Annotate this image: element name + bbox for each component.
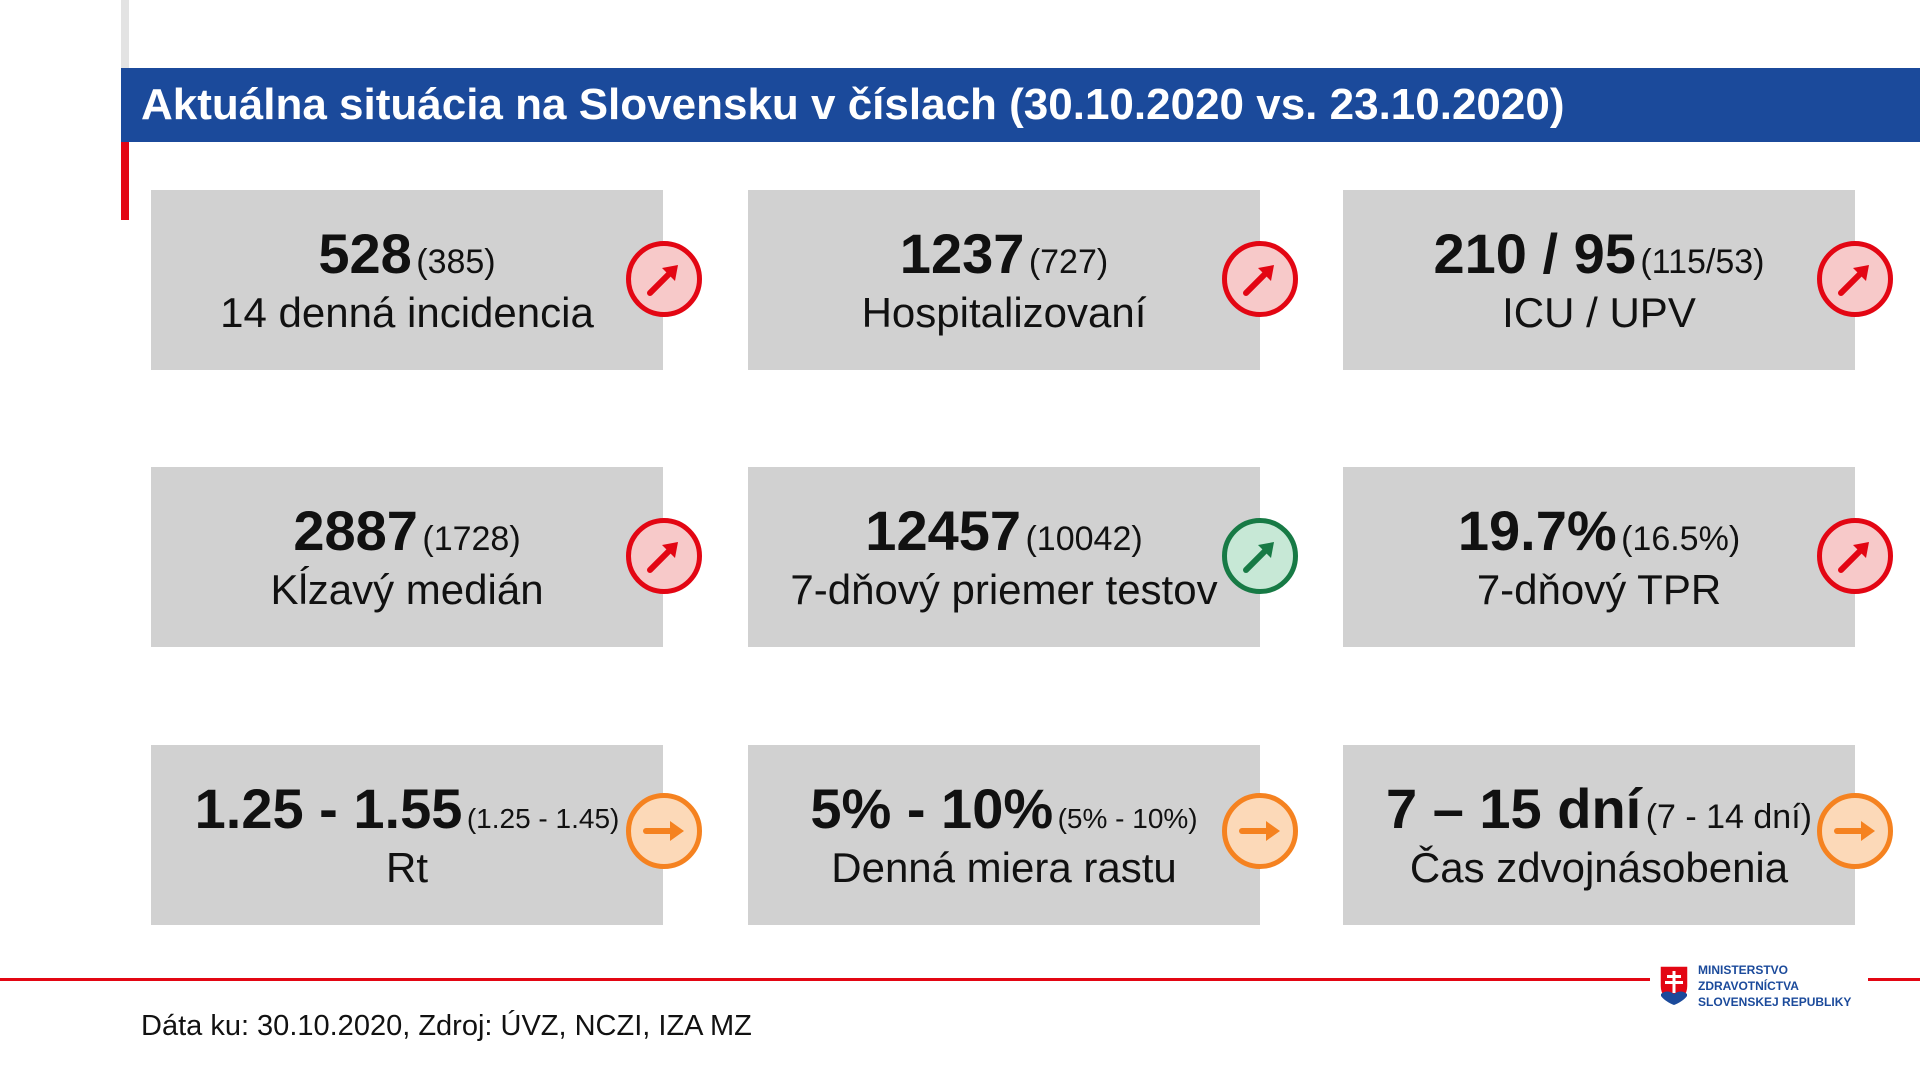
previous-value: (16.5%) (1621, 520, 1741, 559)
card-label: Kĺzavý medián (270, 565, 544, 613)
card-label: ICU / UPV (1502, 288, 1696, 336)
logo-line-1: MINISTERSTVO (1698, 963, 1789, 977)
value-line (1458, 500, 1740, 562)
value-line (865, 500, 1142, 562)
coat-of-arms-icon (1658, 964, 1690, 1006)
trend-flat-icon (1222, 793, 1298, 869)
previous-value: (727) (1028, 243, 1109, 282)
slide-title: Aktuálna situácia na Slovensku v číslach (30.10.2020 vs. 23.10.2020) (141, 80, 1565, 129)
previous-value: (1.25 - 1.45) (466, 803, 620, 835)
card-hospitalized (748, 190, 1260, 370)
card-label: Rt (386, 843, 428, 891)
card-label: Denná miera rastu (831, 843, 1177, 891)
card-tpr (1343, 467, 1855, 647)
previous-value: (10042) (1025, 520, 1143, 559)
card-rt (151, 745, 663, 925)
card-moving-median (151, 467, 663, 647)
main-value: 1.25 - 1.55 (194, 777, 463, 841)
main-value: 1237 (899, 222, 1025, 286)
card-doubling-time (1343, 745, 1855, 925)
trend-flat-icon (626, 793, 702, 869)
card-label: Čas zdvojnásobenia (1409, 843, 1789, 891)
main-value: 210 / 95 (1433, 222, 1636, 286)
trend-up-icon (1817, 241, 1893, 317)
left-accent-gray (121, 0, 129, 68)
card-icu-upv (1343, 190, 1855, 370)
card-incidence (151, 190, 663, 370)
trend-up-icon (626, 518, 702, 594)
previous-value: (7 - 14 dní) (1645, 798, 1812, 837)
footer-divider-right (1862, 978, 1920, 981)
value-line (900, 223, 1108, 285)
previous-value: (385) (416, 243, 496, 282)
card-label: Hospitalizovaní (861, 288, 1147, 336)
card-daily-growth (748, 745, 1260, 925)
value-line (1434, 223, 1765, 285)
previous-value: (5% - 10%) (1057, 803, 1198, 835)
value-line (1386, 778, 1812, 840)
main-value: 12457 (865, 499, 1022, 563)
card-tests-average (748, 467, 1260, 647)
main-value: 528 (318, 222, 412, 286)
footer-divider (0, 978, 1650, 981)
left-accent-red (121, 142, 129, 220)
card-label: 14 denná incidencia (220, 288, 594, 336)
main-value: 2887 (293, 499, 418, 563)
logo-line-2: ZDRAVOTNÍCTVA (1698, 979, 1799, 993)
card-label: 7-dňový priemer testov (790, 565, 1218, 613)
value-line (195, 778, 620, 840)
main-value: 5% - 10% (810, 777, 1054, 841)
value-line (293, 500, 520, 562)
trend-up-icon (1222, 241, 1298, 317)
title-bar (121, 68, 1920, 142)
value-line (810, 778, 1197, 840)
previous-value: (1728) (422, 520, 521, 559)
trend-up-icon (1222, 518, 1298, 594)
card-label: 7-dňový TPR (1476, 565, 1722, 613)
previous-value: (115/53) (1640, 243, 1765, 282)
trend-up-icon (626, 241, 702, 317)
main-value: 19.7% (1457, 499, 1617, 563)
trend-flat-icon (1817, 793, 1893, 869)
logo-line-3: SLOVENSKEJ REPUBLIKY (1698, 995, 1852, 1009)
main-value: 7 – 15 dní (1386, 777, 1642, 841)
ministry-logo (1658, 962, 1868, 1014)
value-line (318, 223, 495, 285)
trend-up-icon (1817, 518, 1893, 594)
footer-source: Dáta ku: 30.10.2020, Zdroj: ÚVZ, NCZI, IZA MZ (141, 1010, 752, 1042)
